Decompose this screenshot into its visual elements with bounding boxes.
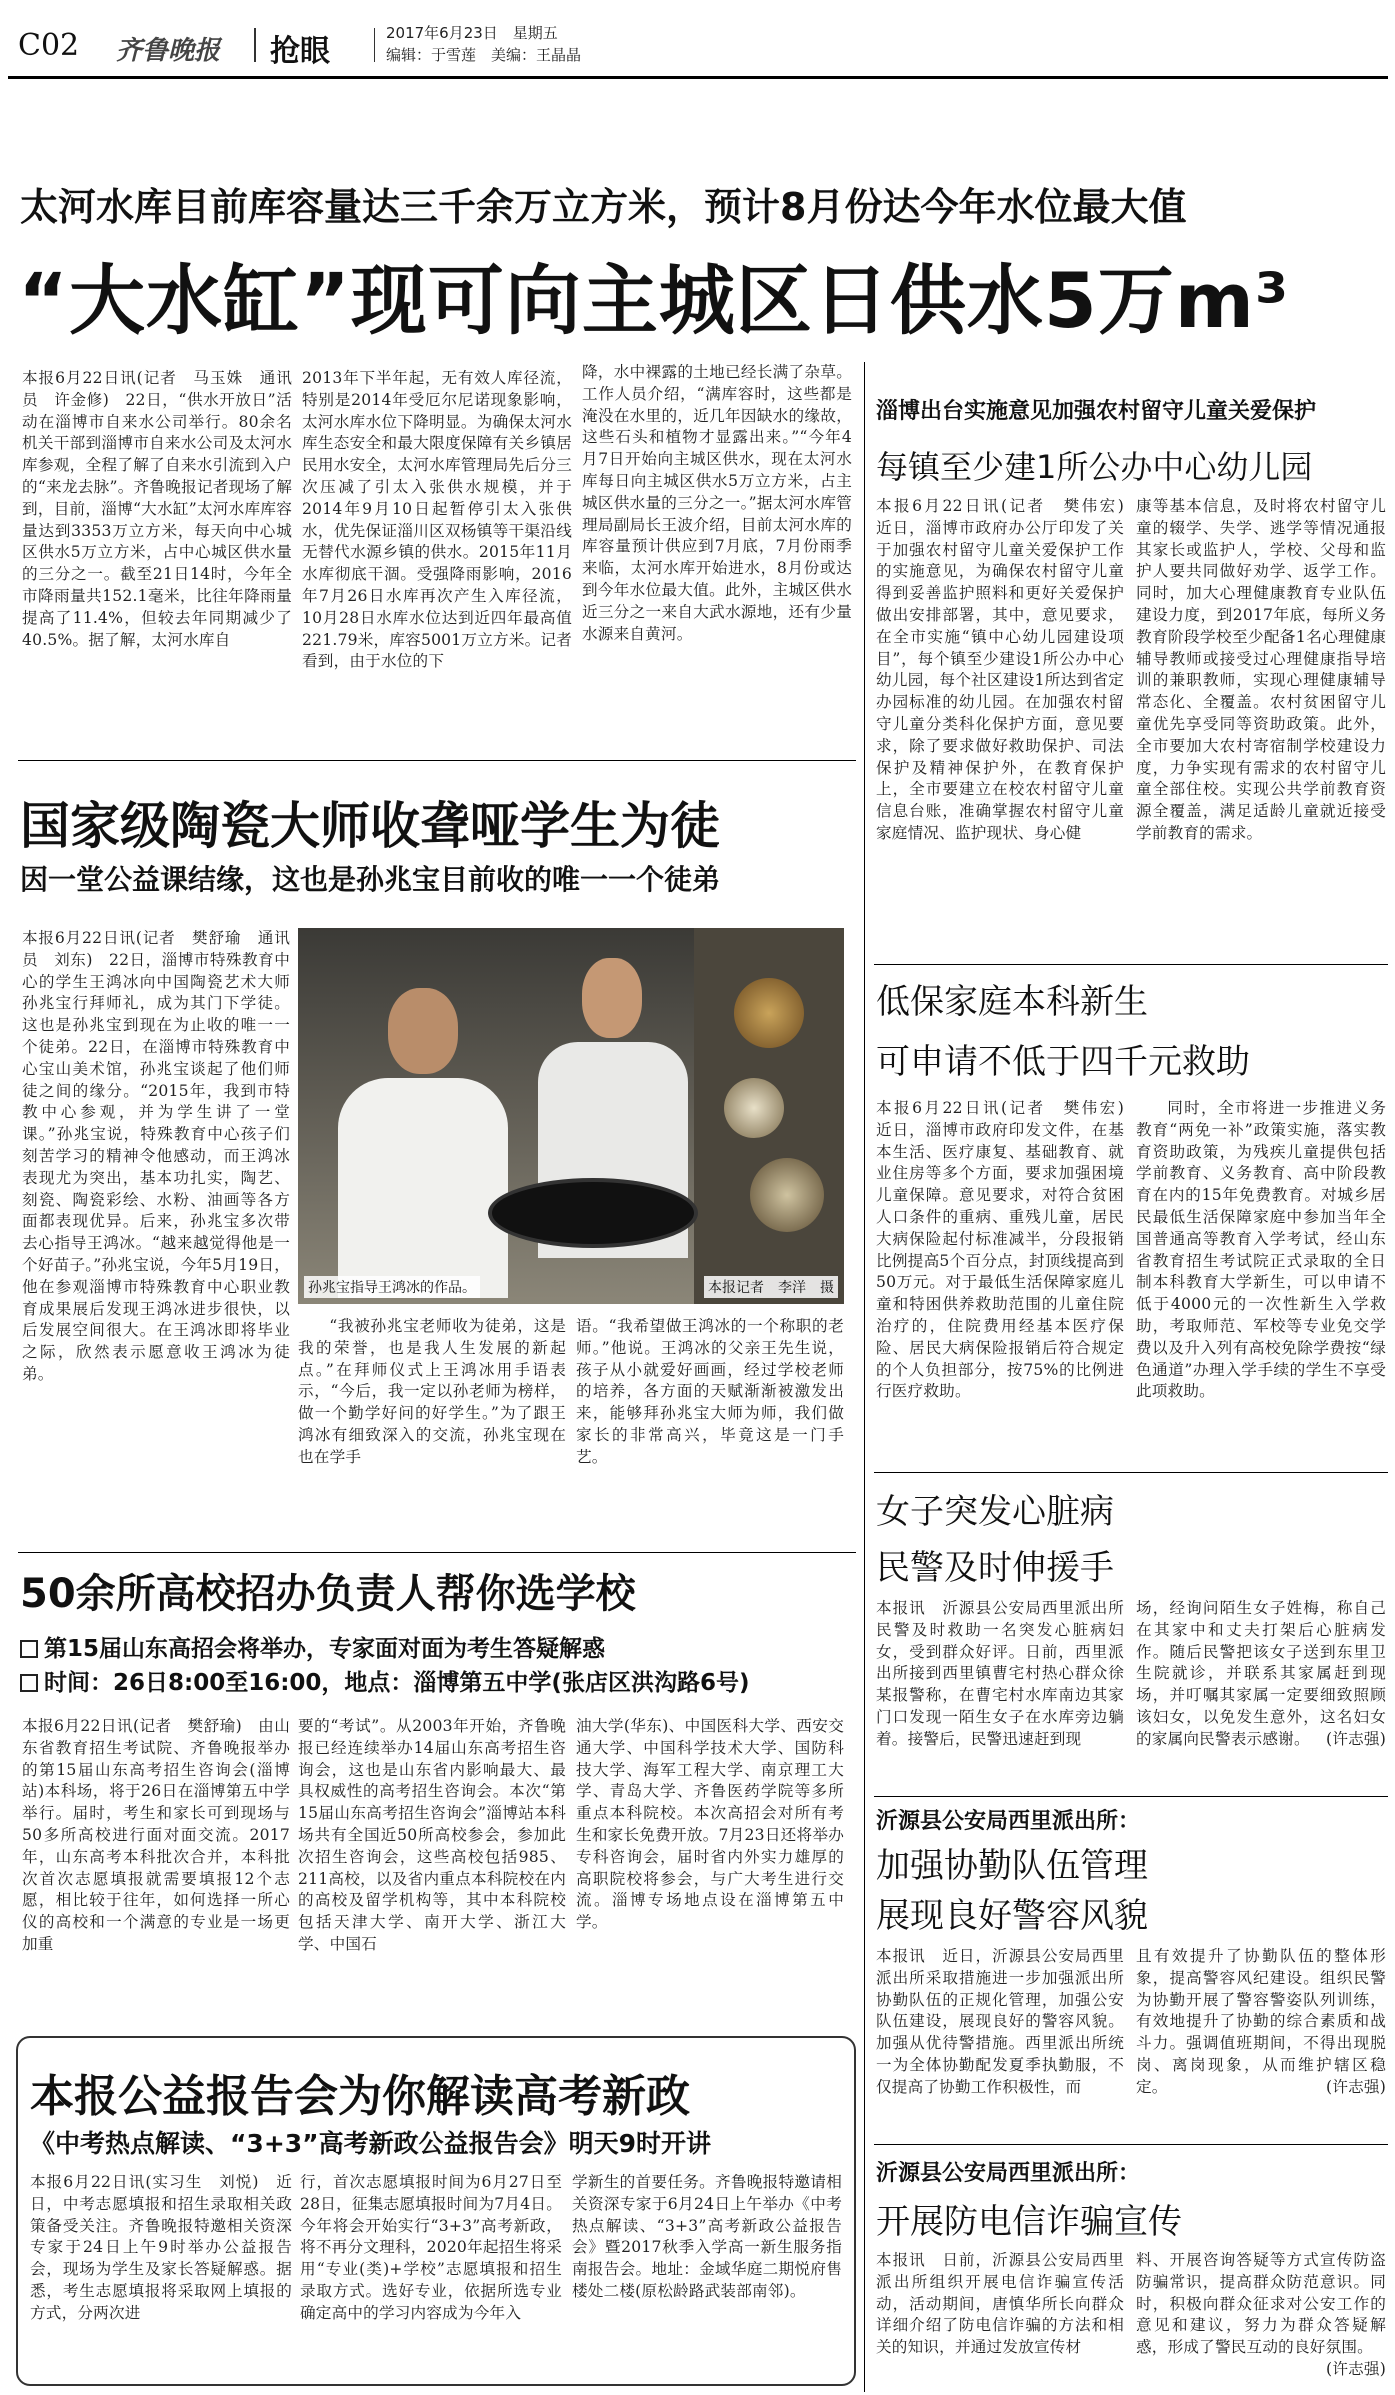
teacher-figure [338,988,508,1298]
story4-col1: 本报6月22日讯(实习生 刘悦) 近日，中考志愿填报和招生录取相关政策备受关注。齐鲁晚报特邀相关资深专家于24日上午9时举办公益报告会，现场为学生及家长答疑解惑。据悉，考生志愿填报将采取网上填报的方式，分两次进 [30,2173,292,2322]
story1-headline: “大水缸”现可向主城区日供水5万m³ [18,256,1290,345]
story3-deck2: 时间：26日8:00至16:00，地点：淄博第五中学(张店区洪沟路6号) [20,1664,850,1697]
story9-col2: 料、开展咨询答疑等方式宣传防盗防骗常识，提高群众防范意识。同时，积极向群众征求对公安工作的意见和建议，努力为群众答疑解惑，形成了警民互动的良好氛围。 (许志强) [1136,2250,1386,2390]
story2-col1: 本报6月22日讯(记者 樊舒瑜 通讯员 刘东) 22日，淄博市特殊教育中心的学生王鸿冰向中国陶瓷艺术大师孙兆宝行拜师礼，成为其门下学徒。这也是孙兆宝到现在为止收的唯一一个徒弟。22日，在淄博市特殊教育中心宝山美术馆，孙兆宝谈起了他们师徒之间的缘分。“2015年，我到市特教中心参观，并为学生讲了一堂课。”孙兆宝说，特殊教育中心孩子们刻苦学习的精神令他感动，而王鸿冰表现尤为突出，基本功扎实，陶艺、刻瓷、陶瓷彩绘、水粉、油画等各方面都表现优异。后来，孙兆宝多次带去心指导王鸿冰。“越来越觉得他是一个好苗子。”孙兆宝说，今年5月19日，他在参观淄博市特殊教育中心职业教育成果展后发现王鸿冰进步很快，以后发展空间很大。在王鸿冰即将毕业之际，欣然表示愿意收王鸿冰为徒弟。 [22,929,290,1383]
story3-headline: 50余所高校招办负责人帮你选学校 [20,1571,636,1617]
story4-headline: 本报公益报告会为你解读高考新政 [30,2071,690,2122]
story3-col3: 油大学(华东)、中国医科大学、西安交通大学、中国科学技术大学、国防科技大学、海军工程大学、南京理工大学、青岛大学、齐鲁医药学院等多所重点本科院校。本次高招会对所有考生和家长免费开放。7月23日还将举办专科咨询会，届时省内外实力雄厚的高职院校将参会，与广大考生进行交流。淄博专场地点设在淄博第五中学。 [576,1717,844,1932]
story7-bottom-rule [874,1796,1388,1797]
story9-kicker: 沂源县公安局西里派出所： [876,2161,1141,2186]
plate [750,1158,824,1232]
story5-col2: 康等基本信息，及时将农村留守儿童的辍学、失学、逃学等情况通报其家长或监护人，学校、父母和监护人要共同做好劝学、返学工作。同时，加大心理健康教育专业队伍建设力度，到2017年底，每所义务教育阶段学校至少配备1名心理健康辅导教师或接受过心理健康指导培训的兼职教师，实现心理健康辅导常态化、全覆盖。农村贫困留守儿童优先享受同等资助政策。此外，全市要加大农村寄宿制学校建设力度，力争实现有需求的农村留守儿童全部住校。实现公共学前教育资源全覆盖，满足适龄儿童就近接受学前教育的需求。 [1136,497,1386,842]
story5-kicker: 淄博出台实施意见加强农村留守儿童关爱保护 [876,399,1317,424]
story8-headline-line1: 加强协勤队伍管理 [876,1846,1148,1886]
header-rule [8,76,1388,79]
story6-bottom-rule [874,1472,1388,1473]
section-title: 抢眼 [270,34,330,69]
story1-col1: 本报6月22日讯(记者 马玉姝 通讯员 许金修) 22日，“供水开放日”活动在淄博市自来水公司举行。80余名机关干部到淄博市自来水公司及太河水库参观，全程了解了自来水引流到入户的“来龙去脉”。齐鲁晚报记者现场了解到，目前，淄博“大水缸”太河水库库容量达到3353万立方米，每天向中心城区供水5万立方米，占中心城区供水量的三分之一。截至21日14时，今年全市降雨量共152.1毫米，比往年降雨量提高了11.4%，但较去年同期减少了40.5%。据了解，太河水库自 [22,369,292,649]
story8-headline-line2: 展现良好警容风貌 [876,1896,1148,1936]
story2-headline: 国家级陶瓷大师收聋哑学生为徒 [20,797,720,855]
story5-headline: 每镇至少建1所公办中心幼儿园 [876,448,1313,486]
story1-bottom-rule [18,760,856,761]
story7-headline-line2: 民警及时伸援手 [876,1548,1114,1588]
column-divider [864,362,865,2392]
story8-col1: 本报讯 近日，沂源县公安局西里派出所采取措施进一步加强派出所协勤队伍的正规化管理，加强公安队伍建设，展现良好的警容风貌。加强从优待警措施。西里派出所统一为全体协勤配发夏季执勤服，不仅提高了协勤工作积极性，而 [876,1947,1124,2096]
story2-bottom-rule [18,1552,856,1553]
story5-col1: 本报6月22日讯(记者 樊伟宏) 近日，淄博市政府办公厅印发了关于加强农村留守儿童关爱保护工作的实施意见，为确保农村留守儿童得到妥善监护照料和更好关爱保护做出安排部署，其中，意见要求，在全市实施“镇中心幼儿园建设项目”，每个镇至少建设1所公办中心幼儿园，每个社区建设1所达到省定办园标准的幼儿园。在加强农村留守儿童分类科化保护方面，意见要求，除了要求做好救助保护、司法保护及精神保护外，在教育保护上，全市要建立在校农村留守儿童信息台账，准确掌握农村留守儿童家庭情况、监护现状、身心健 [876,497,1140,842]
story7-headline-line1: 女子突发心脏病 [876,1492,1114,1532]
issue-date: 2017年6月23日 星期五 [386,24,558,42]
page-header [8,20,1388,70]
story2-col3: 语。“我希望做王鸿冰的一个称职的老师。”他说。王鸿冰的父亲王先生说，孩子从小就爱好画画，经过学校老师的培养，各方面的天赋渐渐被激发出来，能够拜孙兆宝大师为师，我们做家长的非常高兴，毕竟这是一门手艺。 [576,1317,844,1466]
story3-col2: 要的“考试”。从2003年开始，齐鲁晚报已经连续举办14届山东高考招生咨询会，这也是山东省内影响最大、最具权威性的高考招生咨询会。本次“第15届山东高考招生咨询会”淄博站本科场共有全国近50所高校参会，参加此次招生咨询会，这些高校包括985、211高校，以及省内重点本科院校在内的高校及留学机构等，其中本科院校包括天津大学、南开大学、浙江大学、中国石 [298,1717,566,1953]
story1-kicker: 太河水库目前库容量达三千余万立方米，预计8月份达今年水位最大值 [20,185,1187,229]
story6-headline-line1: 低保家庭本科新生 [876,982,1148,1022]
page-number: C02 [18,28,80,63]
story7-byline: (许志强) [1326,1729,1386,1748]
story2-photo [298,928,844,1304]
photo-credit: 本报记者 李洋 摄 [704,1276,838,1298]
story8-kicker: 沂源县公安局西里派出所： [876,1809,1141,1834]
header-divider-2 [374,28,375,62]
checkbox-square-icon [20,1674,38,1692]
story8-byline: (许志强) [1326,2077,1386,2096]
story6-headline-line2: 可申请不低于四千元救助 [876,1042,1250,1082]
story2-col2: “我被孙兆宝老师收为徒弟，这是我的荣誉，也是我人生发展的新起点。”在拜师仪式上王鸿冰用手语表示，“今后，我一定以孙老师为榜样，做一个勤学好问的好学生。”为了跟王鸿冰有细致深入的交流，孙兆宝现在也在学手 [298,1317,566,1466]
story4-col3: 学新生的首要任务。齐鲁晚报特邀请相关资深专家于6月24日上午举办《中考热点解读、“3+3”高考新政公益报告会》暨2017秋季入学高一新生服务指南报告会。地址：金域华庭二期悦府售楼处二楼(原松龄路武装部南邻)。 [572,2173,842,2300]
story4-col2: 行，首次志愿填报时间为6月27日至28日，征集志愿填报时间为7月4日。今年将会开始实行“3+3”高考新政，将不再分文理科，2020年起招生将采用“专业(类)+学校”志愿填报和招生录取方式。选好专业，依据所选专业确定高中的学习内容成为今年入 [300,2173,562,2322]
story1-col3: 降，水中裸露的土地已经长满了杂草。工作人员介绍，“满库容时，这些都是淹没在水里的，近几年因缺水的缘故，这些石头和植物才显露出来。”“今年4月7日开始向主城区供水，现在太河水库每日向主城区供水5万立方米，占主城区供水量的三分之一。”据太河水库管理局副局长王波介绍，目前太河水库的库容量预计供应到7月底，7月份雨季来临，太河水库开始进水，8月份或达到今年水位最大值。此外，主城区供水近三分之一来自大武水源地，还有少量水源来自黄河。 [582,363,852,643]
story8-col2: 且有效提升了协勤队伍的整体形象，提高警容风纪建设。组织民警为协勤开展了警容警姿队列训练，有效地提升了协勤的综合素质和战斗力。强调值班期间，不得出现脱岗、离岗现象，从而维护辖区稳定。 (许志强) [1136,1946,1386,2142]
header-divider [254,28,256,62]
editors: 编辑：于雪莲 美编：王晶晶 [386,46,582,64]
plate [724,1078,784,1138]
masthead-logo: 齐鲁晚报 [116,36,221,66]
ceramic-plate [488,1178,698,1248]
story7-col2: 场，经询问陌生女子姓梅，称自己在其家中和丈夫打架后心脏病发作。随后民警把该女子送到东里卫生院就诊，并联系其家属赶到现场，并叮嘱其家属一定要细致照顾该妇女，以免发生意外，这名妇女的家属向民警表示感谢。 (许志强) [1136,1598,1386,1794]
checkbox-square-icon [20,1640,38,1658]
story9-headline: 开展防电信诈骗宣传 [876,2202,1182,2242]
story9-byline: (许志强) [1326,2359,1386,2378]
story6-col2: 同时，全市将进一步推进义务教育“两免一补”政策实施，落实教育资助政策，为残疾儿童提供包括学前教育、义务教育、高中阶段教育在内的15年免费教育。对城乡居民最低生活保障家庭中参加当年全国普通高等教育入学考试，经山东省教育招生考试院正式录取的全日制本科教育大学新生，可以申请不低于4000元的一次性新生入学救助，考取师范、军校等专业免交学费以及升入列有高校免除学费按“绿色通道”办理入学手续的学生不享受此项救助。 [1136,1099,1386,1401]
story5-bottom-rule [874,964,1388,965]
story1-col2: 2013年下半年起，无有效人库径流，特别是2014年受厄尔尼诺现象影响，太河水库水位下降明显。为确保太河水库生态安全和最大限度保障有关乡镇居民用水安全，太河水库管理局先后分三次压减了引太入张供水规模，并于2014年9月10日起暂停引太入张供水，优先保证淄川区双杨镇等干渠沿线无替代水源乡镇的供水。2015年11月水库彻底干涸。受强降雨影响，2016年7月26日水库再次产生入库径流，10月28日水库水位达到近四年最高值221.79米，库容5001万立方米。记者看到，由于水位的下 [302,369,572,671]
story9-col1: 本报讯 日前，沂源县公安局西里派出所组织开展电信诈骗宣传活动，活动期间，唐慎华所长向群众详细介绍了防电信诈骗的方法和相关的知识，并通过发放宣传材 [876,2251,1124,2357]
story7-col1: 本报讯 沂源县公安局西里派出所民警及时救助一名突发心脏病妇女，受到群众好评。日前，西里派出所接到西里镇曹宅村热心群众徐某报警称，在曹宅村水库南边其家门口发现一陌生女子在水库旁边躺着。接警后，民警迅速赶到现 [876,1599,1124,1748]
story3-col1: 本报6月22日讯(记者 樊舒瑜) 由山东省教育招生考试院、齐鲁晚报举办的第15届山东高考招生咨询会(淄博站)本科场，将于26日在淄博第五中学举行。届时，考生和家长可到现场与50多所高校进行面对面交流。2017年，山东高考本科批次合并，本科批次首次志愿填报就需要填报12个志愿，相比较于往年，如何选择一所心仪的高校和一个满意的专业是一场更加重 [22,1717,290,1953]
story3-deck1: 第15届山东高招会将举办，专家面对面为考生答疑解惑 [20,1630,850,1663]
story2-subhead: 因一堂公益课结缘，这也是孙兆宝目前收的唯一一个徒弟 [20,863,721,896]
plate [734,978,804,1048]
story4-subhead: 《中考热点解读、“3+3”高考新政公益报告会》明天9时开讲 [30,2129,711,2158]
photo-caption: 孙兆宝指导王鸿冰的作品。 [304,1276,480,1298]
story6-col1: 本报6月22日讯(记者 樊伟宏) 近日，淄博市政府印发文件，在基本生活、医疗康复、基础教育、就业住房等多个方面，要求加强困境儿童保障。意见要求，对符合贫困人口条件的重病、重残儿童，居民大病保险起付标准减半，分段报销比例提高5个百分点，封顶线提高到50万元。对于最低生活保障家庭儿童和特困供养救助范围的儿童住院治疗的，住院费用经基本医疗保险、居民大病保险报销后符合规定的个人负担部分，按75%的比例进行医疗救助。 [876,1099,1140,1401]
story8-bottom-rule [874,2144,1388,2145]
